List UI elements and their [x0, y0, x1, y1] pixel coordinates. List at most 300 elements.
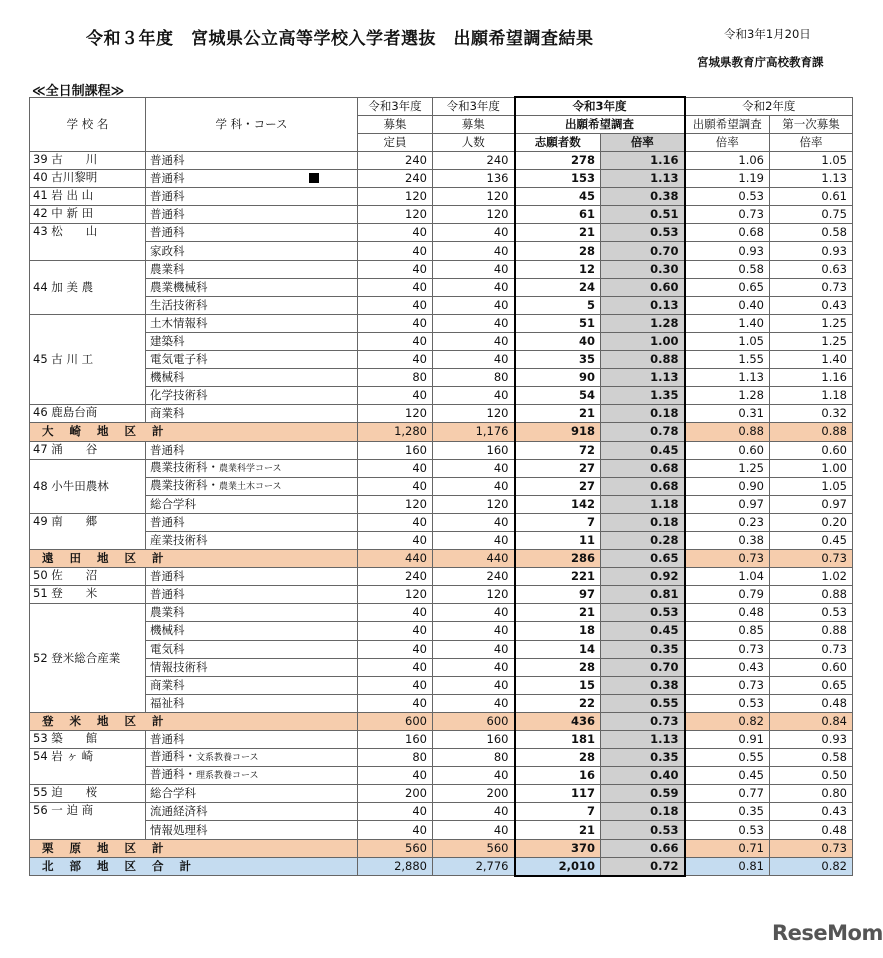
table-row: [30, 586, 853, 604]
department-label: 普通科: [150, 587, 185, 602]
department-label: 農業技術科・: [150, 477, 219, 492]
prev-survey-ratio: 0.53: [685, 188, 770, 206]
applicants: 22: [515, 694, 601, 712]
recruit-count: 200: [433, 785, 515, 803]
capacity: 240: [358, 568, 433, 586]
department: [146, 821, 358, 839]
table-row: [30, 260, 853, 278]
prev-survey-ratio: 0.60: [685, 441, 770, 459]
prev-first-ratio: 1.16: [770, 369, 853, 387]
prev-first-ratio: 0.50: [770, 767, 853, 785]
applicants: 12: [515, 260, 601, 278]
ratio: 1.13: [601, 170, 685, 188]
department: [146, 441, 358, 459]
col-survey-label: 出願希望調査: [515, 116, 685, 134]
department: [146, 296, 358, 314]
district-total-row: [30, 423, 853, 441]
applicants: 28: [515, 749, 601, 767]
department-label: 機械科: [150, 623, 185, 638]
prev-first-ratio: 0.58: [770, 224, 853, 242]
prev-first-ratio: 0.73: [770, 278, 853, 296]
recruit-count: 40: [433, 314, 515, 332]
department: [146, 188, 358, 206]
prev-first-ratio: 0.82: [770, 857, 853, 876]
recruit-count: 80: [433, 369, 515, 387]
recruit-count: 160: [433, 731, 515, 749]
applicants: 45: [515, 188, 601, 206]
capacity: 40: [358, 477, 433, 495]
department-label: 商業科: [150, 406, 185, 421]
capacity: 80: [358, 749, 433, 767]
table-row: [30, 188, 853, 206]
department-label: 普通科: [150, 207, 185, 222]
capacity: 160: [358, 441, 433, 459]
applicants: 21: [515, 821, 601, 839]
course-label: 農業科学コース: [219, 463, 282, 474]
col-dept: 学 科・コース: [146, 97, 358, 152]
table-row: [30, 332, 853, 350]
grand-total-name: 北 部 地 区 合 計: [30, 857, 358, 876]
prev-first-ratio: 0.32: [770, 405, 853, 423]
prev-first-ratio: 0.60: [770, 441, 853, 459]
table-row: [30, 441, 853, 459]
ratio: 0.66: [601, 839, 685, 857]
prev-survey-ratio: 0.73: [685, 676, 770, 694]
applicants: 16: [515, 767, 601, 785]
applicants: 142: [515, 495, 601, 513]
prev-first-ratio: 1.25: [770, 332, 853, 350]
table-row: [30, 314, 853, 332]
ratio: 0.53: [601, 224, 685, 242]
prev-first-ratio: 0.88: [770, 586, 853, 604]
capacity: 80: [358, 369, 433, 387]
department: [146, 622, 358, 640]
table-row: [30, 152, 853, 170]
table-body: [30, 152, 853, 876]
ratio: 1.28: [601, 314, 685, 332]
ratio: 0.70: [601, 242, 685, 260]
ratio: 0.38: [601, 188, 685, 206]
col-recruit-unit: 人数: [433, 134, 515, 152]
school-name: 48 小牛田農林: [30, 459, 146, 513]
department-label: 電気電子科: [150, 352, 208, 367]
school-name: 49 南 郷: [30, 513, 146, 549]
table-row: [30, 369, 853, 387]
applicants: 918: [515, 423, 601, 441]
capacity: 240: [358, 170, 433, 188]
table-row: [30, 224, 853, 242]
col-capacity-unit: 定員: [358, 134, 433, 152]
prev-first-ratio: 0.93: [770, 731, 853, 749]
publish-date: 令和3年1月20日: [724, 27, 811, 41]
col-ratio: 倍率: [601, 134, 685, 152]
ratio: 0.65: [601, 550, 685, 568]
table-row: [30, 821, 853, 839]
prev-survey-ratio: 1.05: [685, 332, 770, 350]
school-name: 42 中 新 田: [30, 206, 146, 224]
department: [146, 604, 358, 622]
department: [146, 369, 358, 387]
recruit-count: 40: [433, 459, 515, 477]
capacity: 600: [358, 712, 433, 730]
ratio: 0.81: [601, 586, 685, 604]
applicants: 18: [515, 622, 601, 640]
department-label: 電気科: [150, 641, 185, 656]
recruit-count: 40: [433, 332, 515, 350]
capacity: 40: [358, 531, 433, 549]
prev-survey-ratio: 0.45: [685, 767, 770, 785]
department-label: 福祉科: [150, 695, 185, 710]
table-row: [30, 206, 853, 224]
applicants: 54: [515, 387, 601, 405]
school-name: 39 古 川: [30, 152, 146, 170]
prev-first-ratio: 0.48: [770, 821, 853, 839]
recruit-count: 440: [433, 550, 515, 568]
district-total-row: [30, 712, 853, 730]
school-name: 55 迫 桜: [30, 785, 146, 803]
capacity: 40: [358, 314, 433, 332]
department: [146, 749, 358, 767]
department-label: 普通科: [150, 189, 185, 204]
department: [146, 278, 358, 296]
applicants: 153: [515, 170, 601, 188]
capacity: 40: [358, 821, 433, 839]
capacity: 1,280: [358, 423, 433, 441]
applicants: 221: [515, 568, 601, 586]
prev-first-ratio: 1.02: [770, 568, 853, 586]
department: [146, 531, 358, 549]
department-label: 普通科・: [150, 767, 196, 782]
department-label: 普通科: [150, 732, 185, 747]
applicants: 370: [515, 839, 601, 857]
department-label: 総合学科: [150, 496, 196, 511]
prev-first-ratio: 1.00: [770, 459, 853, 477]
capacity: 40: [358, 459, 433, 477]
table-row: [30, 351, 853, 369]
recruit-count: 40: [433, 658, 515, 676]
department-label: 産業技術科: [150, 533, 208, 548]
ratio: 0.60: [601, 278, 685, 296]
course-label: 文系教養コース: [196, 753, 259, 764]
table-row: [30, 676, 853, 694]
department: [146, 513, 358, 531]
school-name: 47 涌 谷: [30, 441, 146, 459]
capacity: 240: [358, 152, 433, 170]
table-row: [30, 803, 853, 821]
prev-survey-ratio: 0.43: [685, 658, 770, 676]
applicants: 61: [515, 206, 601, 224]
prev-survey-ratio: 0.53: [685, 694, 770, 712]
prev-first-ratio: 0.43: [770, 296, 853, 314]
school-name: 41 岩 出 山: [30, 188, 146, 206]
prev-survey-ratio: 0.73: [685, 206, 770, 224]
table-row: [30, 749, 853, 767]
recruit-count: 40: [433, 531, 515, 549]
prev-first-ratio: 1.05: [770, 152, 853, 170]
prev-survey-ratio: 0.65: [685, 278, 770, 296]
ratio: 0.18: [601, 405, 685, 423]
ratio: 1.13: [601, 369, 685, 387]
department: [146, 459, 358, 477]
capacity: 40: [358, 224, 433, 242]
ratio: 0.18: [601, 803, 685, 821]
table-header: [30, 97, 853, 152]
table-row: [30, 785, 853, 803]
recruit-count: 40: [433, 821, 515, 839]
ratio: 0.73: [601, 712, 685, 730]
applicants: 51: [515, 314, 601, 332]
prev-survey-ratio: 0.35: [685, 803, 770, 821]
ratio: 0.72: [601, 857, 685, 876]
applicants: 28: [515, 242, 601, 260]
recruit-count: 120: [433, 206, 515, 224]
department: [146, 658, 358, 676]
recruit-count: 40: [433, 296, 515, 314]
table-row: [30, 495, 853, 513]
applicants: 181: [515, 731, 601, 749]
table-row: [30, 513, 853, 531]
school-name: 43 松 山: [30, 224, 146, 260]
school-name: 53 築 館: [30, 731, 146, 749]
district-name: 栗 原 地 区 計: [30, 839, 358, 857]
department: [146, 242, 358, 260]
capacity: 40: [358, 622, 433, 640]
department-label: 普通科: [150, 569, 185, 584]
department-label: 農業機械科: [150, 279, 208, 294]
ratio: 0.18: [601, 513, 685, 531]
applicants: 14: [515, 640, 601, 658]
prev-survey-ratio: 0.97: [685, 495, 770, 513]
applicants: 90: [515, 369, 601, 387]
recruit-count: 40: [433, 640, 515, 658]
department-label: 商業科: [150, 677, 185, 692]
department: [146, 731, 358, 749]
capacity: 40: [358, 658, 433, 676]
district-total-row: [30, 550, 853, 568]
applicants: 21: [515, 604, 601, 622]
ratio: 1.13: [601, 731, 685, 749]
recruit-count: 40: [433, 604, 515, 622]
department: [146, 694, 358, 712]
prev-first-ratio: 1.18: [770, 387, 853, 405]
prev-survey-ratio: 1.06: [685, 152, 770, 170]
prev-first-ratio: 0.20: [770, 513, 853, 531]
ratio: 0.40: [601, 767, 685, 785]
department: [146, 152, 358, 170]
table-row: [30, 604, 853, 622]
course-label: 理系教養コース: [196, 771, 259, 782]
ratio: 0.38: [601, 676, 685, 694]
col-capacity-label: 募集: [358, 116, 433, 134]
department: [146, 676, 358, 694]
ratio: 0.68: [601, 477, 685, 495]
department-label: 農業科: [150, 605, 185, 620]
ratio: 0.53: [601, 604, 685, 622]
capacity: 120: [358, 586, 433, 604]
department-label: 建築科: [150, 333, 185, 348]
prev-first-ratio: 0.48: [770, 694, 853, 712]
prev-first-ratio: 0.88: [770, 622, 853, 640]
prev-survey-ratio: 0.93: [685, 242, 770, 260]
recruit-count: 1,176: [433, 423, 515, 441]
ratio: 0.78: [601, 423, 685, 441]
prev-survey-ratio: 0.82: [685, 712, 770, 730]
prev-survey-ratio: 1.55: [685, 351, 770, 369]
applicants: 21: [515, 224, 601, 242]
capacity: 40: [358, 260, 433, 278]
district-name: 大 崎 地 区 計: [30, 423, 358, 441]
prev-first-ratio: 0.45: [770, 531, 853, 549]
recruit-count: 560: [433, 839, 515, 857]
department: [146, 332, 358, 350]
district-total-row: [30, 839, 853, 857]
department-label: 農業科: [150, 261, 185, 276]
prev-survey-ratio: 0.58: [685, 260, 770, 278]
recruit-count: 80: [433, 749, 515, 767]
recruit-count: 40: [433, 803, 515, 821]
prev-survey-ratio: 0.73: [685, 550, 770, 568]
department: [146, 568, 358, 586]
capacity: 2,880: [358, 857, 433, 876]
col-applicants: 志願者数: [515, 134, 601, 152]
prev-survey-ratio: 1.25: [685, 459, 770, 477]
recruit-count: 40: [433, 260, 515, 278]
recruit-count: 120: [433, 405, 515, 423]
prev-first-ratio: 0.73: [770, 550, 853, 568]
recruit-count: 40: [433, 387, 515, 405]
applicants: 7: [515, 513, 601, 531]
prev-survey-ratio: 1.19: [685, 170, 770, 188]
department-label: 普通科: [150, 514, 185, 529]
department-label: 化学技術科: [150, 388, 208, 403]
applicants: 7: [515, 803, 601, 821]
applicants: 27: [515, 477, 601, 495]
prev-survey-ratio: 0.48: [685, 604, 770, 622]
department-label: 普通科: [150, 171, 185, 186]
district-name: 登 米 地 区 計: [30, 712, 358, 730]
table-row: [30, 767, 853, 785]
department: [146, 495, 358, 513]
table-row: [30, 731, 853, 749]
recruit-count: 40: [433, 676, 515, 694]
prev-first-ratio: 0.88: [770, 423, 853, 441]
school-name: 50 佐 沼: [30, 568, 146, 586]
department: [146, 387, 358, 405]
col-prev-year: 令和2年度: [685, 97, 853, 116]
ratio: 0.53: [601, 821, 685, 839]
col-prev-survey: 出願希望調査: [685, 116, 770, 134]
ratio: 0.70: [601, 658, 685, 676]
capacity: 40: [358, 278, 433, 296]
table-row: [30, 658, 853, 676]
ratio: 0.59: [601, 785, 685, 803]
recruit-count: 120: [433, 495, 515, 513]
prev-first-ratio: 0.61: [770, 188, 853, 206]
recruit-count: 160: [433, 441, 515, 459]
capacity: 40: [358, 694, 433, 712]
department-label: 機械科: [150, 370, 185, 385]
school-name: 45 古 川 工: [30, 314, 146, 404]
resemom-logo: ReseMom: [772, 921, 883, 945]
col-school: 学 校 名: [30, 97, 146, 152]
school-name: 56 一 迫 商: [30, 803, 146, 839]
capacity: 40: [358, 296, 433, 314]
ratio: 0.45: [601, 622, 685, 640]
applicants: 40: [515, 332, 601, 350]
recruit-count: 120: [433, 586, 515, 604]
prev-first-ratio: 0.97: [770, 495, 853, 513]
prev-first-ratio: 0.63: [770, 260, 853, 278]
recruit-count: 40: [433, 278, 515, 296]
department: [146, 351, 358, 369]
prev-survey-ratio: 0.77: [685, 785, 770, 803]
section-label: ≪全日制課程≫: [32, 84, 125, 99]
ratio: 1.00: [601, 332, 685, 350]
recruit-count: 40: [433, 477, 515, 495]
department: [146, 586, 358, 604]
ratio: 0.13: [601, 296, 685, 314]
department-label: 家政科: [150, 243, 185, 258]
district-name: 遠 田 地 区 計: [30, 550, 358, 568]
table-row: [30, 278, 853, 296]
prev-first-ratio: 0.93: [770, 242, 853, 260]
ratio: 1.18: [601, 495, 685, 513]
capacity: 160: [358, 731, 433, 749]
prev-first-ratio: 0.58: [770, 749, 853, 767]
recruit-count: 40: [433, 351, 515, 369]
recruit-count: 600: [433, 712, 515, 730]
capacity: 40: [358, 242, 433, 260]
department: [146, 170, 358, 188]
col-recruit-label: 募集: [433, 116, 515, 134]
col-prev-first: 第一次募集: [770, 116, 853, 134]
table-row: [30, 477, 853, 495]
col-recruit-year: 令和3年度: [433, 97, 515, 116]
department: [146, 206, 358, 224]
department: [146, 477, 358, 495]
prev-first-ratio: 0.73: [770, 839, 853, 857]
prev-survey-ratio: 0.53: [685, 821, 770, 839]
capacity: 40: [358, 513, 433, 531]
page-title: 令和３年度 宮城県公立高等学校入学者選抜 出願希望調査結果: [86, 29, 594, 49]
applicants: 97: [515, 586, 601, 604]
department-label: 情報処理科: [150, 822, 208, 837]
applicants: 35: [515, 351, 601, 369]
prev-survey-ratio: 0.73: [685, 640, 770, 658]
department-label: 普通科: [150, 153, 185, 168]
department: [146, 803, 358, 821]
department-label: 普通科: [150, 442, 185, 457]
prev-survey-ratio: 0.55: [685, 749, 770, 767]
prev-survey-ratio: 0.38: [685, 531, 770, 549]
table-row: [30, 405, 853, 423]
capacity: 40: [358, 387, 433, 405]
department-label: 流通経済科: [150, 804, 208, 819]
department-label: 総合学科: [150, 786, 196, 801]
prev-first-ratio: 0.43: [770, 803, 853, 821]
capacity: 40: [358, 767, 433, 785]
school-name: 46 鹿島台商: [30, 405, 146, 423]
ratio: 0.68: [601, 459, 685, 477]
school-name: 52 登米総合産業: [30, 604, 146, 713]
capacity: 440: [358, 550, 433, 568]
applicants: 286: [515, 550, 601, 568]
department: [146, 260, 358, 278]
capacity: 40: [358, 640, 433, 658]
capacity: 120: [358, 206, 433, 224]
applicants: 15: [515, 676, 601, 694]
school-name: 44 加 美 農: [30, 260, 146, 314]
